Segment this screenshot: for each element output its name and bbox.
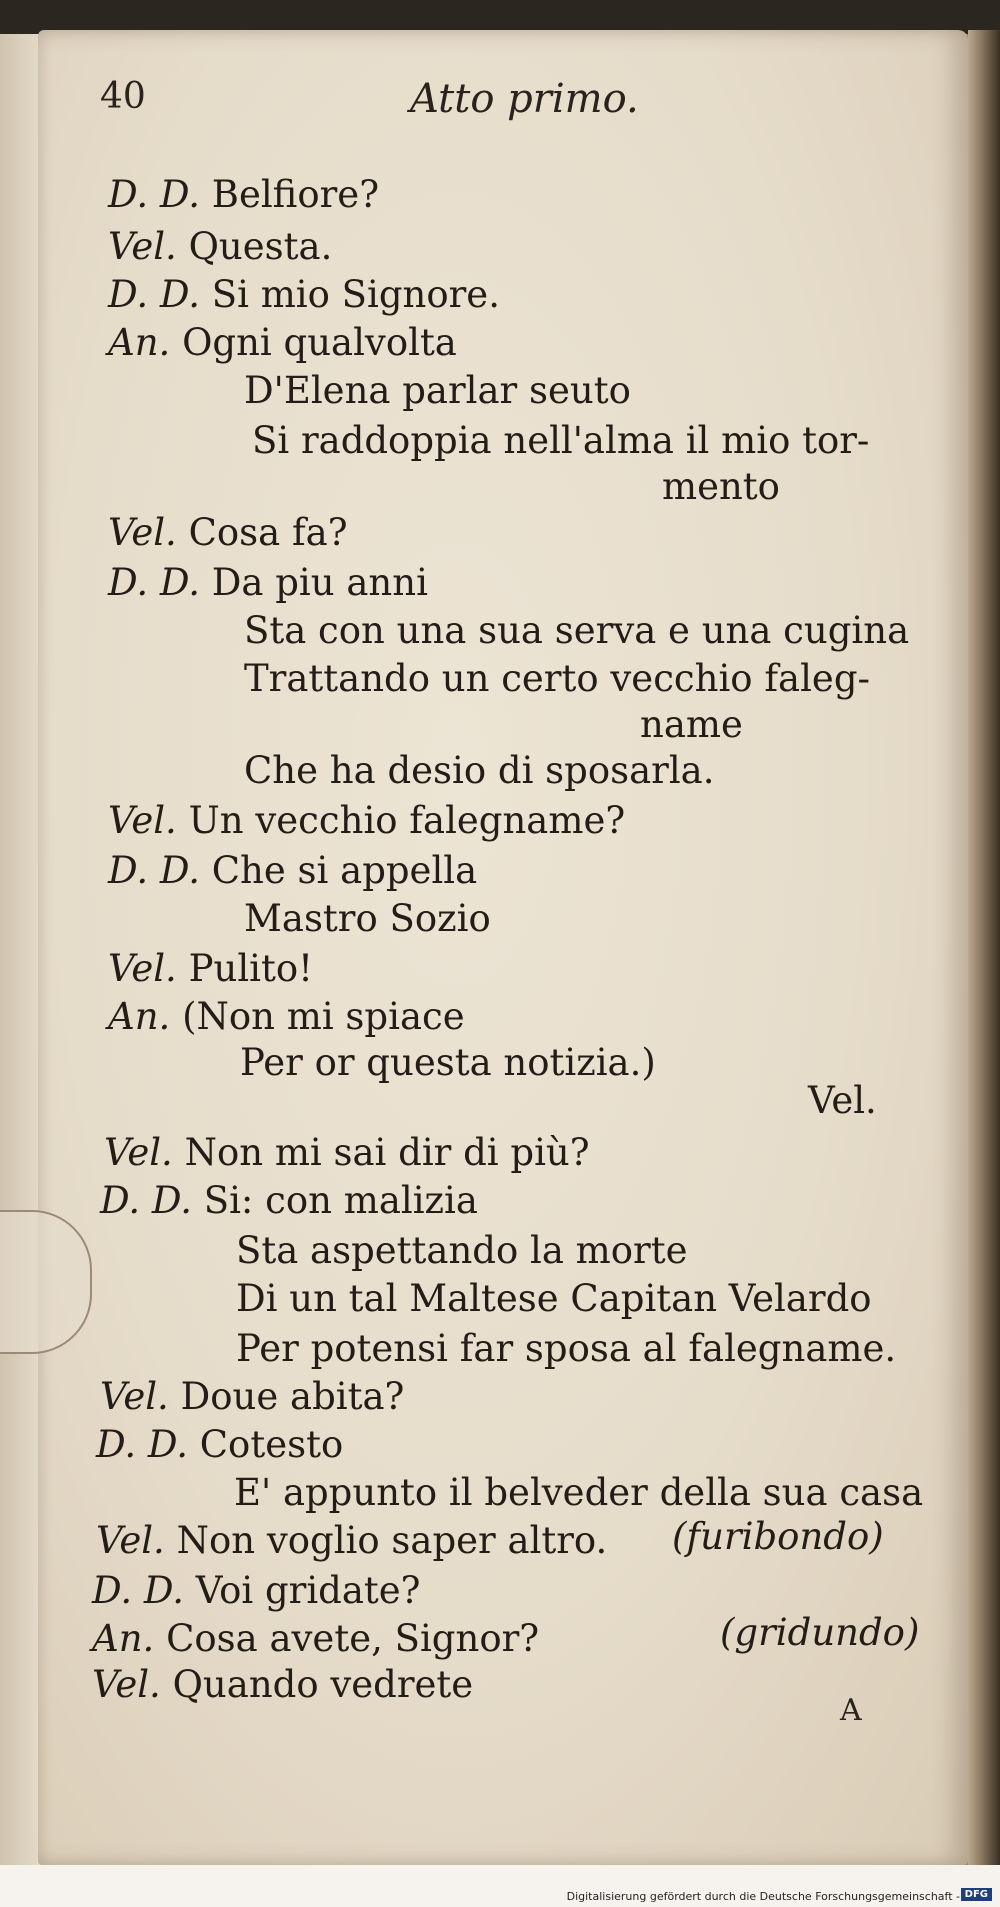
verse-line <box>108 173 380 216</box>
verse-line <box>100 1375 405 1418</box>
line-text: Che ha desio di sposarla. <box>244 749 715 792</box>
speaker-label: An. <box>108 995 171 1038</box>
speaker-label: D. D. <box>108 849 200 892</box>
line-text: Non mi sai dir di più? <box>184 1131 590 1174</box>
verse-line <box>640 703 743 746</box>
line-text: Per or questa notizia.) <box>240 1041 656 1084</box>
line-text: Ogni qualvolta <box>182 321 457 364</box>
line-text: Mastro Sozio <box>244 897 491 940</box>
verse-line <box>100 1179 478 1222</box>
line-text: Per potensi far sposa al falegname. <box>236 1327 897 1370</box>
line-text: Si mio Signore. <box>211 273 500 316</box>
verse-line <box>108 849 478 892</box>
line-text: (Non mi spiace <box>182 995 465 1038</box>
speaker-label: D. D. <box>92 1569 184 1612</box>
catchword-inline <box>808 1079 877 1122</box>
verse-line <box>244 897 491 940</box>
speaker-label: An. <box>92 1617 155 1660</box>
line-text: Cotesto <box>199 1423 344 1466</box>
line-text: D'Elena parlar seuto <box>244 369 631 412</box>
verse-line <box>108 561 428 604</box>
verse-line <box>244 749 715 792</box>
verse-line <box>236 1277 872 1320</box>
line-text: Voi gridate? <box>195 1569 421 1612</box>
verse-line <box>104 1131 590 1174</box>
verse-line <box>244 369 631 412</box>
speaker-label: D. D. <box>100 1179 192 1222</box>
line-text: Un vecchio falegname? <box>188 799 626 842</box>
verse-line <box>244 609 910 652</box>
speaker-label: Vel. <box>108 799 177 842</box>
line-text: Che si appella <box>211 849 478 892</box>
line-text: Doue abita? <box>180 1375 405 1418</box>
line-text: Si raddoppia nell'alma il mio tor- <box>252 419 870 462</box>
speaker-label: Vel. <box>108 225 177 268</box>
speaker-label: Vel. <box>104 1131 173 1174</box>
line-text: Non voglio saper altro. <box>176 1519 608 1562</box>
speaker-label: D. D. <box>108 561 200 604</box>
speaker-label: Vel. <box>108 947 177 990</box>
line-text: name <box>640 703 743 746</box>
verse-line <box>244 657 871 700</box>
verse-line <box>108 799 626 842</box>
verse-line <box>234 1471 924 1514</box>
line-text: Belfiore? <box>211 173 380 216</box>
verse-line <box>92 1569 421 1612</box>
speaker-label: Vel. <box>92 1663 161 1706</box>
signature-mark: A <box>840 1693 862 1728</box>
line-text: mento <box>662 465 780 508</box>
speaker-label: Vel. <box>96 1519 165 1562</box>
funding-note: Digitalisierung gefördert durch die Deutsche Forschungsgemeinschaft - <box>566 1890 960 1903</box>
speaker-label: D. D. <box>96 1423 188 1466</box>
verse-line <box>96 1423 344 1466</box>
running-head: Atto primo. <box>410 76 639 122</box>
speaker-label: Vel. <box>108 511 177 554</box>
line-text: Cosa avete, Signor? <box>166 1617 540 1660</box>
dfg-logo: DFG <box>961 1888 992 1901</box>
verse-line <box>236 1229 688 1272</box>
page-header <box>100 76 660 136</box>
page-fore-edge <box>968 30 1000 1865</box>
speaker-label: An. <box>108 321 171 364</box>
line-text: Questa. <box>188 225 333 268</box>
stage-direction: (furibondo) <box>672 1515 884 1558</box>
verse-line <box>108 947 313 990</box>
scan-top-edge <box>0 0 1000 34</box>
line-text: E' appunto il belveder della sua casa <box>234 1471 924 1514</box>
verse-line <box>108 225 333 268</box>
stage-direction: (gridundo) <box>720 1611 920 1654</box>
line-text: Pulito! <box>188 947 313 990</box>
page-number: 40 <box>100 76 146 117</box>
verse-line <box>252 419 870 462</box>
line-text: Sta con una sua serva e una cugina <box>244 609 910 652</box>
line-text: Quando vedrete <box>172 1663 474 1706</box>
verse-line <box>108 511 348 554</box>
line-text: Vel. <box>808 1079 877 1122</box>
verse-line <box>240 1041 656 1084</box>
line-text: Di un tal Maltese Capitan Velardo <box>236 1277 872 1320</box>
line-text: Trattando un certo vecchio faleg- <box>244 657 871 700</box>
verse-line <box>108 321 457 364</box>
speaker-label: Vel. <box>100 1375 169 1418</box>
verse-line <box>108 273 500 316</box>
line-text: Da piu anni <box>211 561 428 604</box>
verse-line <box>92 1663 474 1706</box>
verse-line <box>96 1519 608 1562</box>
line-text: Cosa fa? <box>188 511 348 554</box>
verse-line <box>662 465 780 508</box>
line-text: Si: con malizia <box>203 1179 478 1222</box>
verse-line <box>108 995 465 1038</box>
verse-line <box>92 1617 540 1660</box>
speaker-label: D. D. <box>108 173 200 216</box>
verse-line <box>236 1327 897 1370</box>
speaker-label: D. D. <box>108 273 200 316</box>
line-text: Sta aspettando la morte <box>236 1229 688 1272</box>
